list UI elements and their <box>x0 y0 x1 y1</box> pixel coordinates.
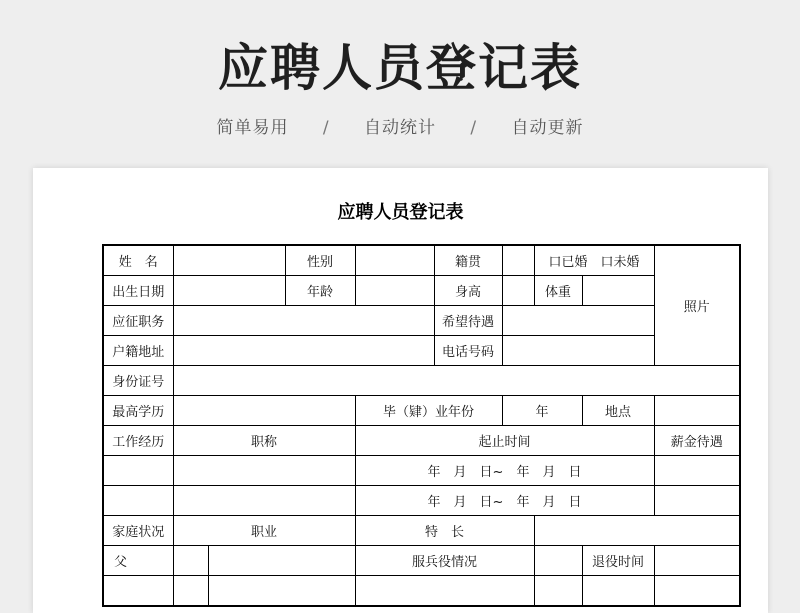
extra-field[interactable] <box>582 576 654 607</box>
education-field[interactable] <box>173 396 355 426</box>
military-service-field[interactable] <box>534 546 582 576</box>
birth-date-label: 出生日期 <box>103 276 173 306</box>
military-service-label: 服兵役情况 <box>355 546 534 576</box>
tag-separator: / <box>322 118 330 138</box>
age-label: 年龄 <box>285 276 355 306</box>
registration-table <box>102 244 741 607</box>
row-father <box>103 546 740 576</box>
place-label: 地点 <box>582 396 654 426</box>
row-position <box>103 306 740 336</box>
age-field[interactable] <box>355 276 434 306</box>
form-sheet <box>33 168 768 613</box>
work-pay-field[interactable] <box>654 486 740 516</box>
height-field[interactable] <box>502 276 534 306</box>
salary-expect-field[interactable] <box>502 306 654 336</box>
gender-field[interactable] <box>355 245 434 276</box>
work-company-field[interactable] <box>103 456 173 486</box>
father-name-field[interactable] <box>173 546 208 576</box>
extra-field[interactable] <box>355 576 534 607</box>
row-basic-1 <box>103 245 740 276</box>
row-address <box>103 336 740 366</box>
gender-label: 性别 <box>285 245 355 276</box>
address-label: 户籍地址 <box>103 336 173 366</box>
pay-label: 薪金待遇 <box>654 426 740 456</box>
graduation-year-label: 毕（肄）业年份 <box>355 396 502 426</box>
salary-expect-label: 希望待遇 <box>434 306 502 336</box>
name-label: 姓 名 <box>103 245 173 276</box>
work-period-field[interactable]: 年 月 日~ 年 月 日 <box>355 456 654 486</box>
job-title-label: 职称 <box>173 426 355 456</box>
tag-auto-stat: 自动统计 <box>364 118 436 138</box>
feature-tags <box>0 113 800 138</box>
occupation-label: 职业 <box>173 516 355 546</box>
row-education <box>103 396 740 426</box>
discharge-time-label: 退役时间 <box>582 546 654 576</box>
father-occupation-field[interactable] <box>208 546 355 576</box>
address-field[interactable] <box>173 336 434 366</box>
discharge-time-field[interactable] <box>654 546 740 576</box>
work-history-label: 工作经历 <box>103 426 173 456</box>
year-label: 年 <box>502 396 582 426</box>
photo-cell[interactable]: 照片 <box>654 245 740 366</box>
work-pay-field[interactable] <box>654 456 740 486</box>
extra-field[interactable] <box>534 576 582 607</box>
row-work-header <box>103 426 740 456</box>
mother-occupation-field[interactable] <box>208 576 355 607</box>
phone-field[interactable] <box>502 336 654 366</box>
tag-separator: / <box>470 118 478 138</box>
page-title: 应聘人员登记表 <box>218 39 582 97</box>
tag-easy: 简单易用 <box>216 118 289 138</box>
row-id <box>103 366 740 396</box>
name-field[interactable] <box>173 245 285 276</box>
height-label: 身高 <box>434 276 502 306</box>
work-period-field[interactable]: 年 月 日~ 年 月 日 <box>355 486 654 516</box>
work-title-field[interactable] <box>173 486 355 516</box>
education-label: 最高学历 <box>103 396 173 426</box>
id-number-field[interactable] <box>173 366 740 396</box>
weight-label: 体重 <box>534 276 582 306</box>
extra-field[interactable] <box>654 576 740 607</box>
place-field[interactable] <box>654 396 740 426</box>
specialty-field[interactable] <box>534 516 740 546</box>
mother-label <box>103 576 173 607</box>
row-work-2 <box>103 486 740 516</box>
form-title: 应聘人员登记表 <box>337 202 464 223</box>
birth-date-field[interactable] <box>173 276 285 306</box>
row-mother <box>103 576 740 607</box>
row-basic-2 <box>103 276 740 306</box>
tag-auto-update: 自动更新 <box>511 118 584 138</box>
work-title-field[interactable] <box>173 456 355 486</box>
id-number-label: 身份证号 <box>103 366 173 396</box>
family-status-label: 家庭状况 <box>103 516 173 546</box>
position-field[interactable] <box>173 306 434 336</box>
specialty-label: 特 长 <box>355 516 534 546</box>
row-work-1 <box>103 456 740 486</box>
weight-field[interactable] <box>582 276 654 306</box>
father-label: 父 <box>103 546 173 576</box>
row-family-header <box>103 516 740 546</box>
position-label: 应征职务 <box>103 306 173 336</box>
mother-name-field[interactable] <box>173 576 208 607</box>
work-company-field[interactable] <box>103 486 173 516</box>
native-place-field[interactable] <box>502 245 534 276</box>
period-label: 起止时间 <box>355 426 654 456</box>
phone-label: 电话号码 <box>434 336 502 366</box>
marital-status-options[interactable]: 口已婚 口未婚 <box>534 245 654 276</box>
native-place-label: 籍贯 <box>434 245 502 276</box>
